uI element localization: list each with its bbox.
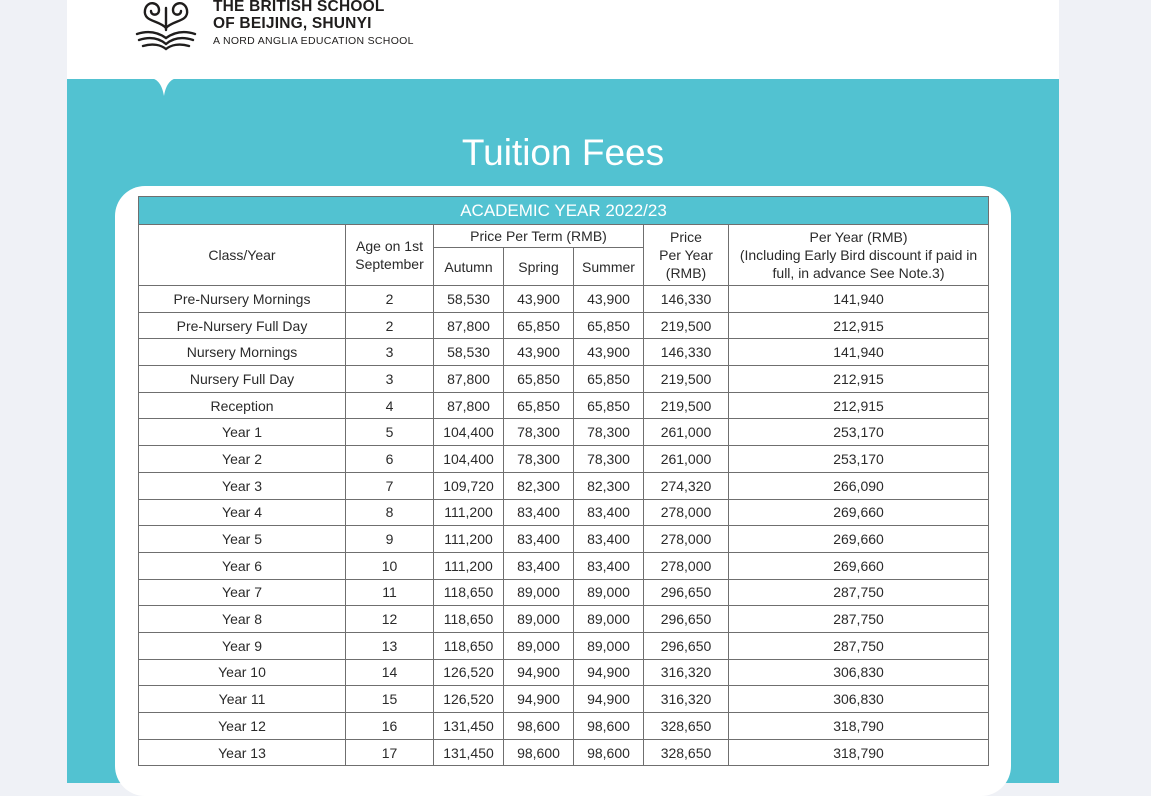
- early-bird-fee-cell: 287,750: [729, 632, 989, 659]
- header-summer: Summer: [574, 248, 644, 286]
- table-row: [139, 419, 989, 446]
- autumn-fee-cell: 87,800: [434, 312, 504, 339]
- header-price-line-2: Per Year: [659, 247, 713, 263]
- age-cell: 3: [346, 366, 434, 393]
- header-age-line-2: September: [355, 256, 424, 272]
- class-year-cell: Nursery Full Day: [139, 366, 346, 393]
- table-row: [139, 339, 989, 366]
- autumn-fee-cell: 131,450: [434, 713, 504, 740]
- yearly-fee-cell: 316,320: [644, 686, 729, 713]
- summer-fee-cell: 89,000: [574, 579, 644, 606]
- yearly-fee-cell: 328,650: [644, 739, 729, 766]
- autumn-fee-cell: 58,530: [434, 286, 504, 313]
- autumn-fee-cell: 111,200: [434, 499, 504, 526]
- page-header: [67, 0, 1059, 79]
- table-row: [139, 286, 989, 313]
- header-class-year: Class/Year: [139, 225, 346, 286]
- tuition-fees-table: [138, 196, 989, 766]
- summer-fee-cell: 94,900: [574, 659, 644, 686]
- school-tagline: A NORD ANGLIA EDUCATION SCHOOL: [213, 35, 414, 47]
- header-early-line-1: Per Year (RMB): [809, 229, 908, 245]
- spring-fee-cell: 89,000: [504, 606, 574, 633]
- class-year-cell: Nursery Mornings: [139, 339, 346, 366]
- age-cell: 3: [346, 339, 434, 366]
- age-cell: 12: [346, 606, 434, 633]
- summer-fee-cell: 43,900: [574, 339, 644, 366]
- table-row: [139, 739, 989, 766]
- early-bird-fee-cell: 306,830: [729, 686, 989, 713]
- early-bird-fee-cell: 141,940: [729, 286, 989, 313]
- autumn-fee-cell: 109,720: [434, 472, 504, 499]
- autumn-fee-cell: 111,200: [434, 526, 504, 553]
- table-header-row: [139, 225, 989, 248]
- spring-fee-cell: 89,000: [504, 632, 574, 659]
- spring-fee-cell: 98,600: [504, 739, 574, 766]
- header-autumn: Autumn: [434, 248, 504, 286]
- age-cell: 5: [346, 419, 434, 446]
- age-cell: 17: [346, 739, 434, 766]
- yearly-fee-cell: 274,320: [644, 472, 729, 499]
- class-year-cell: Year 5: [139, 526, 346, 553]
- table-row: [139, 472, 989, 499]
- class-year-cell: Year 8: [139, 606, 346, 633]
- autumn-fee-cell: 131,450: [434, 739, 504, 766]
- yearly-fee-cell: 261,000: [644, 446, 729, 473]
- age-cell: 13: [346, 632, 434, 659]
- summer-fee-cell: 83,400: [574, 526, 644, 553]
- yearly-fee-cell: 296,650: [644, 632, 729, 659]
- age-cell: 14: [346, 659, 434, 686]
- header-price-line-1: Price: [670, 229, 702, 245]
- class-year-cell: Year 10: [139, 659, 346, 686]
- summer-fee-cell: 83,400: [574, 552, 644, 579]
- class-year-cell: Year 7: [139, 579, 346, 606]
- yearly-fee-cell: 278,000: [644, 499, 729, 526]
- spring-fee-cell: 43,900: [504, 286, 574, 313]
- table-row: [139, 392, 989, 419]
- class-year-cell: Pre-Nursery Mornings: [139, 286, 346, 313]
- class-year-cell: Year 1: [139, 419, 346, 446]
- autumn-fee-cell: 111,200: [434, 552, 504, 579]
- early-bird-fee-cell: 253,170: [729, 419, 989, 446]
- table-row: [139, 686, 989, 713]
- page-title: Tuition Fees: [461, 132, 665, 173]
- early-bird-fee-cell: 287,750: [729, 579, 989, 606]
- spring-fee-cell: 98,600: [504, 713, 574, 740]
- age-cell: 10: [346, 552, 434, 579]
- class-year-cell: Pre-Nursery Full Day: [139, 312, 346, 339]
- table-row: [139, 499, 989, 526]
- table-row: [139, 632, 989, 659]
- yearly-fee-cell: 296,650: [644, 579, 729, 606]
- header-price-per-year: [644, 225, 729, 286]
- early-bird-fee-cell: 269,660: [729, 526, 989, 553]
- class-year-cell: Year 2: [139, 446, 346, 473]
- spring-fee-cell: 82,300: [504, 472, 574, 499]
- summer-fee-cell: 83,400: [574, 499, 644, 526]
- autumn-fee-cell: 104,400: [434, 419, 504, 446]
- class-year-cell: Year 9: [139, 632, 346, 659]
- class-year-cell: Year 6: [139, 552, 346, 579]
- spring-fee-cell: 78,300: [504, 419, 574, 446]
- autumn-fee-cell: 118,650: [434, 579, 504, 606]
- class-year-cell: Year 12: [139, 713, 346, 740]
- age-cell: 16: [346, 713, 434, 740]
- age-cell: 6: [346, 446, 434, 473]
- age-cell: 2: [346, 286, 434, 313]
- summer-fee-cell: 65,850: [574, 392, 644, 419]
- autumn-fee-cell: 126,520: [434, 659, 504, 686]
- autumn-fee-cell: 58,530: [434, 339, 504, 366]
- summer-fee-cell: 98,600: [574, 713, 644, 740]
- table-row: [139, 446, 989, 473]
- age-cell: 7: [346, 472, 434, 499]
- header-price-line-3: (RMB): [665, 265, 707, 281]
- table-row: [139, 552, 989, 579]
- autumn-fee-cell: 87,800: [434, 366, 504, 393]
- yearly-fee-cell: 219,500: [644, 312, 729, 339]
- school-logo-text: [213, 0, 414, 48]
- spring-fee-cell: 83,400: [504, 526, 574, 553]
- yearly-fee-cell: 146,330: [644, 339, 729, 366]
- age-cell: 2: [346, 312, 434, 339]
- early-bird-fee-cell: 306,830: [729, 659, 989, 686]
- early-bird-fee-cell: 141,940: [729, 339, 989, 366]
- yearly-fee-cell: 146,330: [644, 286, 729, 313]
- yearly-fee-cell: 278,000: [644, 526, 729, 553]
- table-row: [139, 579, 989, 606]
- early-bird-fee-cell: 318,790: [729, 713, 989, 740]
- spring-fee-cell: 83,400: [504, 499, 574, 526]
- early-bird-fee-cell: 253,170: [729, 446, 989, 473]
- table-caption-row: [139, 197, 989, 225]
- early-bird-fee-cell: 269,660: [729, 499, 989, 526]
- age-cell: 4: [346, 392, 434, 419]
- school-crest-logo: [129, 0, 203, 52]
- header-age: [346, 225, 434, 286]
- table-body: [139, 286, 989, 766]
- early-bird-fee-cell: 266,090: [729, 472, 989, 499]
- yearly-fee-cell: 219,500: [644, 366, 729, 393]
- age-cell: 11: [346, 579, 434, 606]
- autumn-fee-cell: 118,650: [434, 606, 504, 633]
- spring-fee-cell: 65,850: [504, 312, 574, 339]
- summer-fee-cell: 65,850: [574, 366, 644, 393]
- spring-fee-cell: 94,900: [504, 686, 574, 713]
- school-name-line-2: OF BEIJING, SHUNYI: [213, 15, 372, 32]
- yearly-fee-cell: 328,650: [644, 713, 729, 740]
- spring-fee-cell: 83,400: [504, 552, 574, 579]
- spring-fee-cell: 65,850: [504, 392, 574, 419]
- summer-fee-cell: 89,000: [574, 606, 644, 633]
- autumn-fee-cell: 118,650: [434, 632, 504, 659]
- summer-fee-cell: 89,000: [574, 632, 644, 659]
- class-year-cell: Year 3: [139, 472, 346, 499]
- header-spring: Spring: [504, 248, 574, 286]
- summer-fee-cell: 82,300: [574, 472, 644, 499]
- yearly-fee-cell: 261,000: [644, 419, 729, 446]
- summer-fee-cell: 43,900: [574, 286, 644, 313]
- age-cell: 15: [346, 686, 434, 713]
- class-year-cell: Reception: [139, 392, 346, 419]
- yearly-fee-cell: 296,650: [644, 606, 729, 633]
- table-row: [139, 526, 989, 553]
- class-year-cell: Year 13: [139, 739, 346, 766]
- header-early-bird: [729, 225, 989, 286]
- summer-fee-cell: 78,300: [574, 419, 644, 446]
- summer-fee-cell: 98,600: [574, 739, 644, 766]
- table-row: [139, 606, 989, 633]
- autumn-fee-cell: 87,800: [434, 392, 504, 419]
- spring-fee-cell: 65,850: [504, 366, 574, 393]
- yearly-fee-cell: 219,500: [644, 392, 729, 419]
- early-bird-fee-cell: 212,915: [729, 392, 989, 419]
- summer-fee-cell: 94,900: [574, 686, 644, 713]
- autumn-fee-cell: 104,400: [434, 446, 504, 473]
- class-year-cell: Year 4: [139, 499, 346, 526]
- table-row: [139, 312, 989, 339]
- early-bird-fee-cell: 212,915: [729, 366, 989, 393]
- early-bird-fee-cell: 287,750: [729, 606, 989, 633]
- header-age-line-1: Age on 1st: [356, 238, 423, 254]
- academic-year-caption: ACADEMIC YEAR 2022/23: [139, 197, 989, 225]
- autumn-fee-cell: 126,520: [434, 686, 504, 713]
- yearly-fee-cell: 278,000: [644, 552, 729, 579]
- table-row: [139, 366, 989, 393]
- school-name-line-1: THE BRITISH SCHOOL: [213, 0, 385, 15]
- header-early-line-3: full, in advance See Note.3): [772, 265, 945, 281]
- yearly-fee-cell: 316,320: [644, 659, 729, 686]
- age-cell: 8: [346, 499, 434, 526]
- band-notch-decoration: [149, 78, 179, 96]
- early-bird-fee-cell: 318,790: [729, 739, 989, 766]
- table-row: [139, 659, 989, 686]
- spring-fee-cell: 94,900: [504, 659, 574, 686]
- class-year-cell: Year 11: [139, 686, 346, 713]
- age-cell: 9: [346, 526, 434, 553]
- summer-fee-cell: 78,300: [574, 446, 644, 473]
- header-early-line-2: (Including Early Bird discount if paid in: [739, 247, 978, 263]
- document-page: [67, 0, 1059, 783]
- table-row: [139, 713, 989, 740]
- spring-fee-cell: 78,300: [504, 446, 574, 473]
- summer-fee-cell: 65,850: [574, 312, 644, 339]
- header-price-per-term: Price Per Term (RMB): [434, 225, 644, 248]
- spring-fee-cell: 89,000: [504, 579, 574, 606]
- spring-fee-cell: 43,900: [504, 339, 574, 366]
- early-bird-fee-cell: 269,660: [729, 552, 989, 579]
- early-bird-fee-cell: 212,915: [729, 312, 989, 339]
